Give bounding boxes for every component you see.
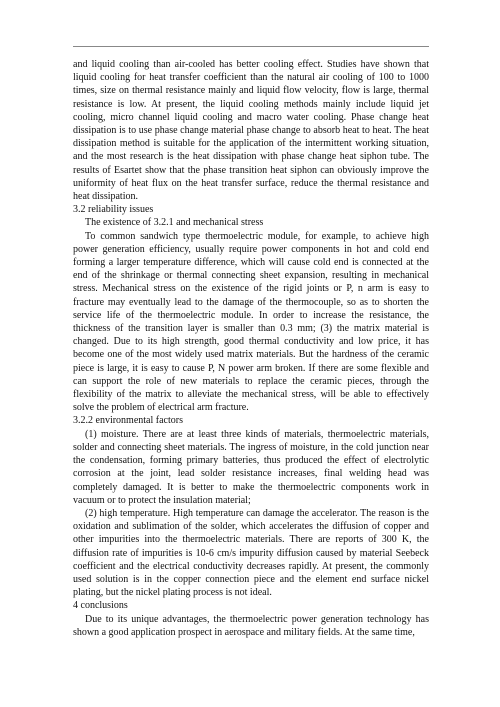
- paragraph-high-temperature: (2) high temperature. High temperature can damage the accelerator. The reason is the oxidation and sublimation of the solder, which accelerates the diffusion of copper and other impurities into the thermoelectric materials. There are reports of 300 K, the diffusion rate of impurities is 10-6 cm/s impurity diffusion caused by material Seebeck coefficient and the electrical conductivity decreases rapidly. At present, the commonly used solution is in the copper connection piece and the element end surface nickel plating, but the nickel plating process is not ideal.: [73, 507, 429, 599]
- paragraph-conclusions: Due to its unique advantages, the thermoelectric power generation technology has shown a good application prospect in aerospace and military fields. At the same time,: [73, 613, 429, 638]
- subsection-heading-mechanical-stress: The existence of 3.2.1 and mechanical stress: [85, 217, 264, 229]
- section-heading-conclusions: 4 conclusions: [73, 600, 128, 612]
- section-heading-reliability: 3.2 reliability issues: [73, 204, 154, 216]
- paragraph-moisture: (1) moisture. There are at least three kinds of materials, thermoelectric materials, solder and connecting sheet materials. The ingress of moisture, in the cold junction near the condensation, forming primary batteries, thus produced the effect of electrolytic corrosion at the joint, lead solder resistance increases, final welding head was completely damaged. It is better to make the thermoelectric components work in vacuum or to protect the insulation material;: [73, 428, 429, 506]
- document-body: [73, 58, 429, 639]
- header-rule: [73, 46, 429, 47]
- paragraph-mechanical-stress: To common sandwich type thermoelectric module, for example, to achieve high power generation efficiency, usually require power components in hot and cold end forming a larger temperature difference, which will cause cold end is connected at the end of the shrinkage or thermal connecting sheet expansion, resulting in mechanical stress. Mechanical stress on the existence of the rigid joints or P, n arm is easy to fracture may eventually lead to the damage of the thermocouple, so as to shorten the service life of the thermoelectric module. In order to increase the resistance, the thickness of the transition layer is smaller than 0.3 mm; (3) the matrix material is changed. Due to its high strength, good thermal conductivity and low price, it has become one of the most widely used matrix materials. But the hardness of the ceramic piece is large, it is easy to cause P, N power arm broken. If there are some flexible and can support the role of new materials to replace the ceramic pieces, through the flexibility of the matrix to alleviate the mechanical stress, will be able to effectively solve the problem of electrical arm fracture.: [73, 230, 429, 414]
- paragraph-liquid-cooling: and liquid cooling than air-cooled has better cooling effect. Studies have shown that liquid cooling for heat transfer coefficient than the natural air cooling of 100 to 1000 times, size on thermal resistance mainly and liquid flow velocity, flow is large, thermal resistance is low. At present, the liquid cooling methods mainly include liquid jet cooling, micro channel liquid cooling and macro water cooling. Phase change heat dissipation is to use phase change material phase change to absorb heat to heat. The heat dissipation method is suitable for the application of the intermittent working situation, and the most research is the heat dissipation with phase change heat siphon tube. The results of Esartet show that the phase transition heat siphon can obviously improve the uniformity of heat flux on the heat transfer surface, reduce the thermal resistance and heat dissipation.: [73, 59, 429, 203]
- subsection-heading-environmental: 3.2.2 environmental factors: [73, 415, 183, 427]
